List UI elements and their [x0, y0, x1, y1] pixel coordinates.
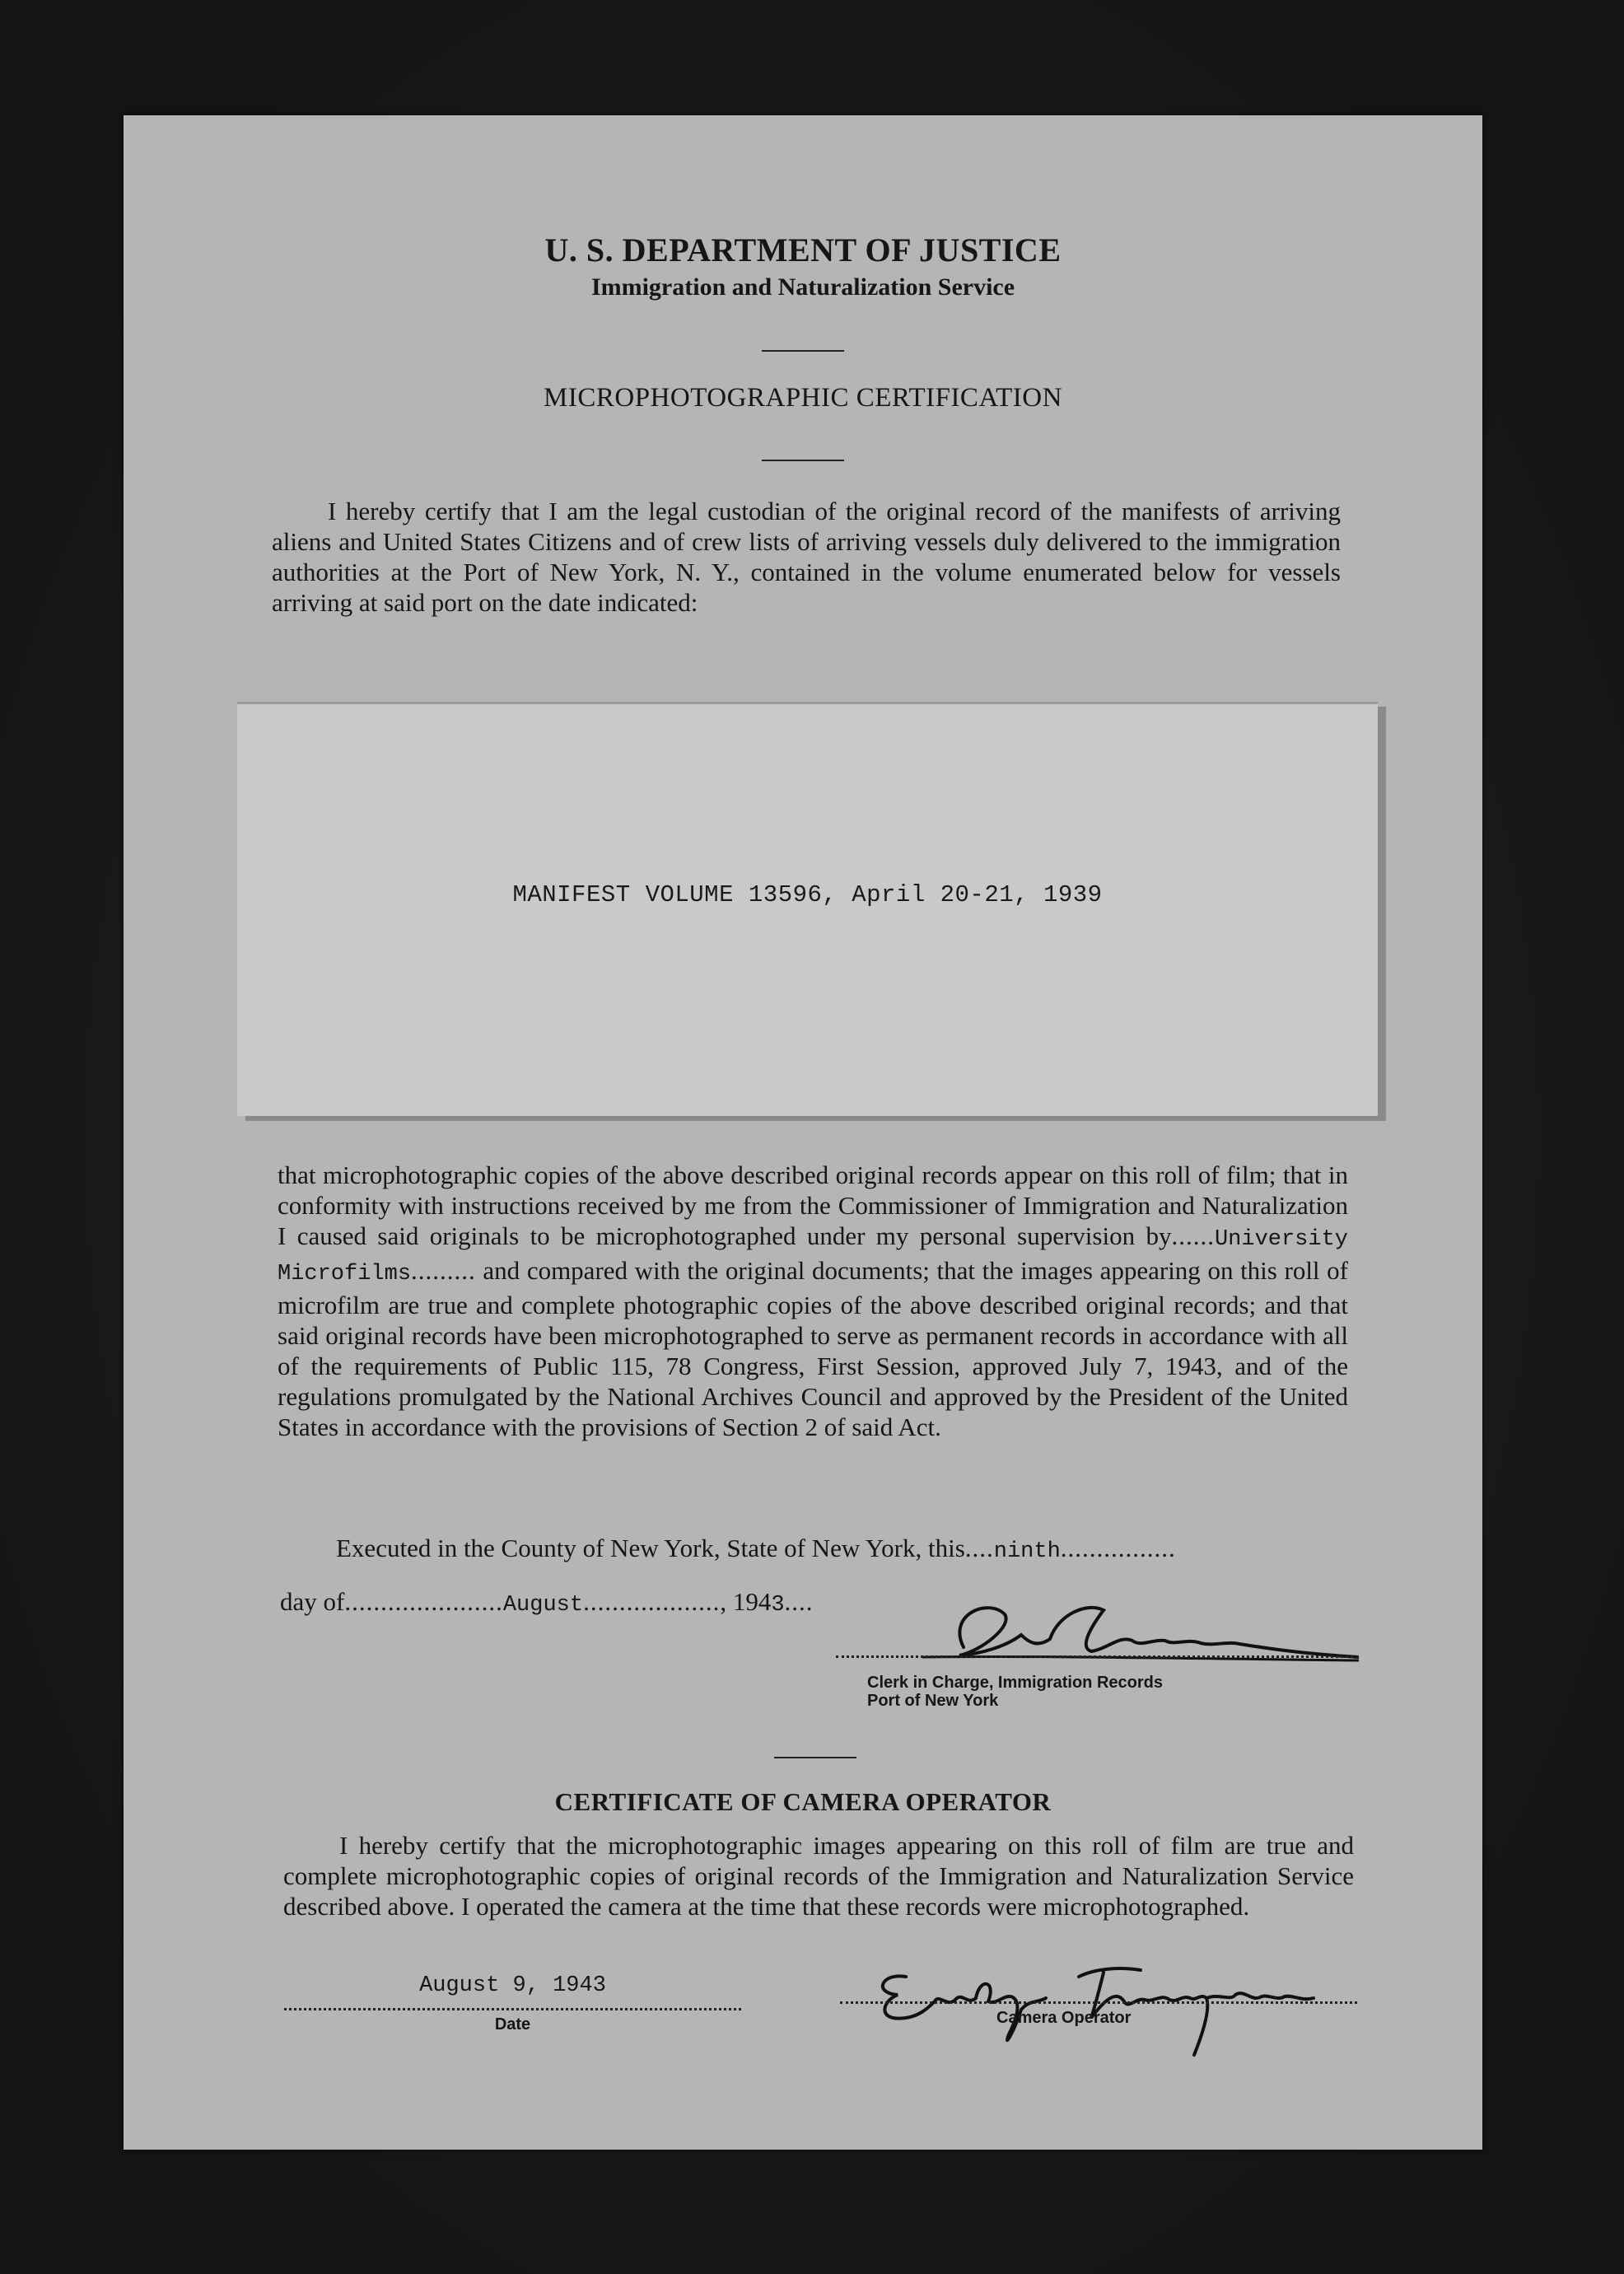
intro-text: I hereby certify that I am the legal custodian of the original record of the manifests of arriving aliens and United States Citizens and of crew lists of arriving vessels duly delivered to the immigration authorities at the Port of New York, N. Y., contained in the volume enumerated below for vessels arriving at said port on the date indicated:	[272, 497, 1341, 617]
day-of-label: day of	[280, 1587, 345, 1616]
execution-day: ninth	[993, 1539, 1061, 1564]
execution-month: August	[502, 1593, 584, 1618]
certificate-sheet	[124, 115, 1482, 2150]
execution-year-prefix: , 194	[720, 1587, 772, 1616]
divider	[762, 460, 844, 461]
divider	[762, 350, 844, 352]
execution-prefix: Executed in the County of New York, State of New York, this	[336, 1534, 965, 1562]
clerk-signature	[914, 1590, 1359, 1680]
camera-operator-text: I hereby certify that the microphotographic images appearing on this roll of film are true and complete microphotographic copies of original records of the Immigration and Naturalization Service described above. I operated the camera at the time that these records were microphotographed.	[283, 1831, 1354, 1921]
clerk-title-line1: Clerk in Charge, Immigration Records	[867, 1674, 1163, 1692]
clerk-signature-line	[836, 1655, 1359, 1658]
certification-title: MICROPHOTOGRAPHIC CERTIFICATION	[544, 383, 1062, 413]
camera-date-line	[284, 2008, 741, 2010]
camera-operator-label: Camera Operator	[996, 2009, 1132, 2027]
filmed-by-value: University Microfilms	[278, 1227, 1348, 1286]
camera-operator-title: CERTIFICATE OF CAMERA OPERATOR	[554, 1787, 1052, 1816]
clerk-title	[867, 1674, 1163, 1710]
date-line: day of......................August..................., 1943....	[280, 1587, 814, 1618]
execution-line: Executed in the County of New York, State of New York, this....ninth................	[336, 1534, 1176, 1564]
camera-operator-line	[840, 2001, 1357, 2004]
camera-date-value: August 9, 1943	[419, 1973, 606, 1998]
divider	[774, 1757, 856, 1758]
camera-operator-paragraph	[283, 1830, 1354, 1921]
volume-slip-text: MANIFEST VOLUME 13596, April 20-21, 1939	[512, 881, 1103, 908]
agency-heading: U. S. DEPARTMENT OF JUSTICE	[544, 231, 1062, 268]
execution-year-digit: 3	[771, 1593, 785, 1618]
camera-date-label: Date	[494, 2015, 531, 2034]
intro-paragraph	[272, 496, 1341, 618]
service-subheading: Immigration and Naturalization Service	[590, 273, 1015, 301]
clerk-title-line2: Port of New York	[867, 1692, 999, 1710]
body-text-part2: and compared with the original documents; that the images appearing on this roll of microfilm are true and complete photographic copies of the above described original records; and that said original records have been microphotographed to serve as permanent records in accordance with all of the requirements of Public 115, 78 Congress, First Session, approved July 7, 1943, and of the regulations promulgated by the National Archives Council and approved by the President of the United States in accordance with the provisions of Section 2 of said Act.	[278, 1256, 1349, 1441]
volume-slip	[237, 702, 1378, 1116]
body-text-part1: that microphotographic copies of the above described original records appear on this roll of film; that in conformity with instructions received by me from the Commissioner of Immigration and Naturalization I caused said originals to be microphotographed under my personal supervision by	[278, 1160, 1348, 1250]
body-paragraph: that microphotographic copies of the above described original records appear on this roll of film; that in conformity with instructions received by me from the Commissioner of Immigration and Naturalization I caused said originals to be microphotographed under my personal supervision by......University Microfilms......... and compared with the original documents; that the images appearing on this roll of microfilm are true and complete photographic copies of the above described original records; and that said original records have been microphotographed to serve as permanent records in accordance with all of the requirements of Public 115, 78 Congress, First Session, approved July 7, 1943, and of the regulations promulgated by the National Archives Council and approved by the President of the United States in accordance with the provisions of Section 2 of said Act.	[278, 1160, 1349, 1441]
